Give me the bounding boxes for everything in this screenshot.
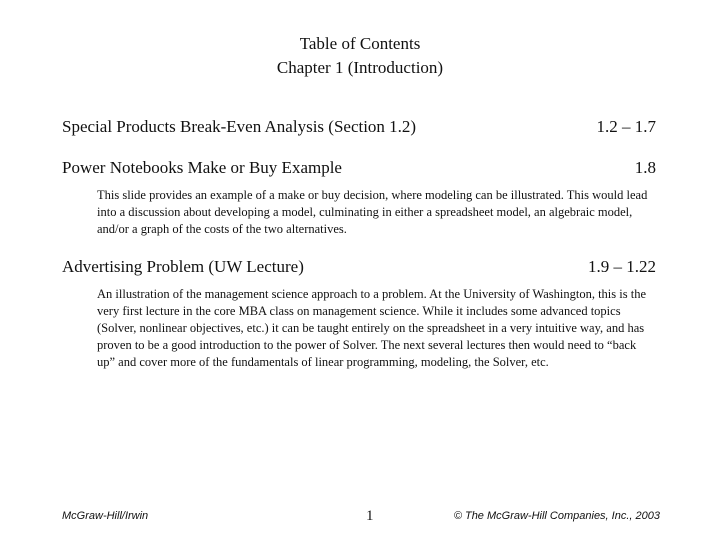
toc-entry-heading [62, 116, 656, 138]
toc-entry-heading [62, 157, 656, 179]
toc-entry-description: An illustration of the management science approach to a problem. At the University of Washington, this is the very first lecture in the core MBA class on management science. While it includes some advanced topics (Solver, nonlinear objectives, etc.) it can be taught entirely on the spreadsheet in a very intuitive way, and has proven to be a good introduction to the power of Solver. The next several lectures then would need to “back up” and cover more of the fundamentals of linear programming, modeling, the Solver, etc. [97, 287, 646, 369]
toc-entry-advertising [62, 256, 656, 371]
footer-copyright: © The McGraw-Hill Companies, Inc., 2003 [453, 510, 660, 522]
toc-entry-heading [62, 256, 656, 278]
page-header [0, 32, 720, 80]
toc-entry-break-even [62, 116, 656, 138]
toc-entry-make-or-buy [62, 157, 656, 238]
toc-entry-pages: 1.2 – 1.7 [596, 117, 656, 136]
footer-publisher: McGraw-Hill/Irwin [62, 510, 149, 522]
toc-entry-title: Advertising Problem (UW Lecture) [62, 257, 304, 276]
toc-entry-title: Power Notebooks Make or Buy Example [62, 158, 342, 177]
page-footer [62, 508, 660, 526]
footer-page-number: 1 [366, 508, 374, 524]
toc-entry-pages: 1.8 [634, 158, 656, 177]
toc-entry-title: Special Products Break-Even Analysis (Section 1.2) [62, 117, 417, 136]
page-subtitle: Chapter 1 (Introduction) [276, 58, 444, 77]
toc-entry-description: This slide provides an example of a make or buy decision, where modeling can be illustrated. This would lead into a discussion about developing a model, culminating in either a spreadsheet model, an algebraic model, and/or a graph of the costs of the two alternatives. [97, 188, 648, 236]
toc-entry-pages: 1.9 – 1.22 [588, 257, 656, 276]
page-title: Table of Contents [299, 34, 421, 53]
